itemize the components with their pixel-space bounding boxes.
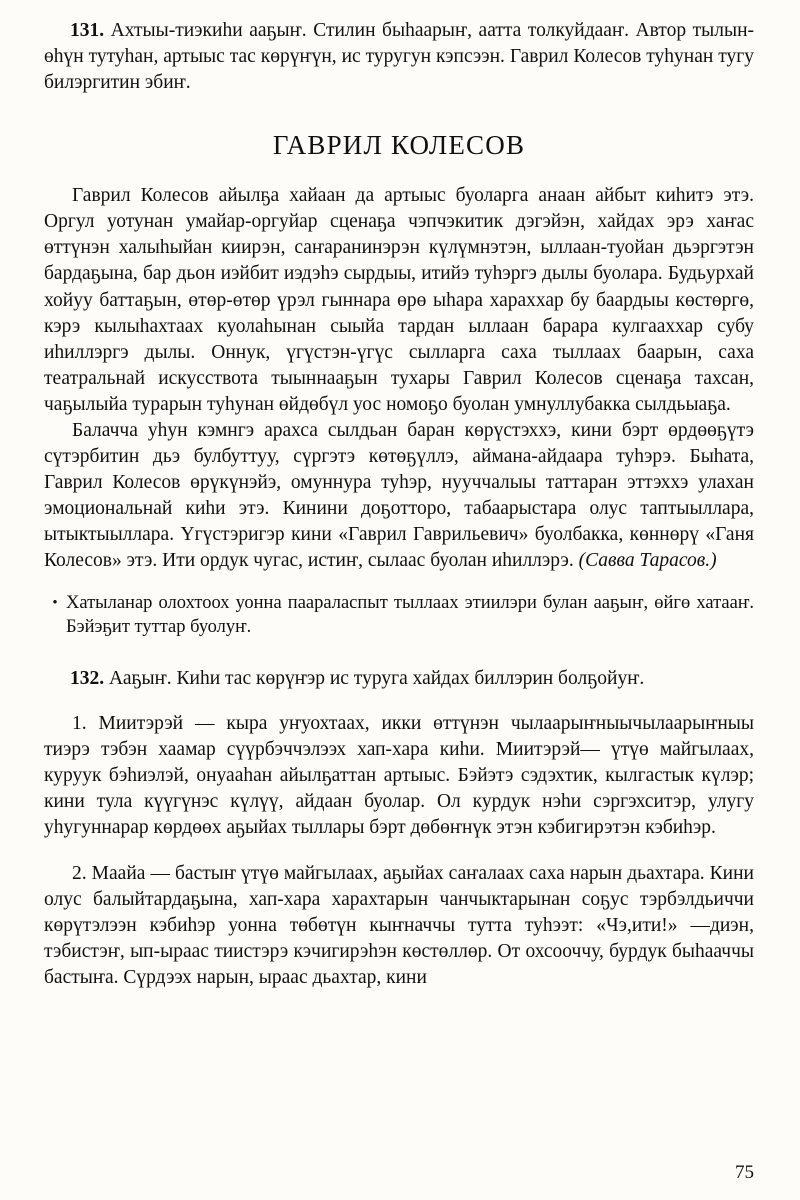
list-item-label: 1.	[72, 713, 87, 735]
list-item-text: Миитэрэй — кыра уҥуохтаах, икки өттүнэн чылаарыҥныычылаарыҥныы тиэрэ тэбэн хаамар сүүрбэччэлээх хап-хара киһи. Миитэрэй— үтүө майгылаах, куруук бэһиэлэй, онуааһан айылҕаттан артыыс. Бэйэтэ сэдэхтик, кылгастык күлэр; кини тула күүгүнэс күлүү, айдаан буолар. Ол курдук нэһи сэргэхситэр, улугу уһугуннарар көрдөөх аҕыйах тыллары бэрт дөбөҥнүк этэн кэбигирэтэн кэбиһэр.	[44, 713, 754, 839]
list-item-text: Маайа — бастыҥ үтүө майгылаах, аҕыйах саҥалаах саха нарын дьахтара. Кини олус балыйтардаҕына, хап-хара харахтарын чанчыктарынан соҕус тэрбэлдьиччи көрүтэлээн кэбиһэр уонна төбөтүн кыҥначчы тутта туһээт: «Чэ,ити!» —диэн, тэбистэҥ, ып-ыраас тиистэрэ кэчигирэһэн көстөллөр. От охсооччу, бурдук быһааччы бастыҥа. Сүрдээх нарын, ыраас дьахтар, кини	[44, 862, 754, 989]
exercise-132-number: 132.	[70, 667, 105, 689]
exercise-131-paragraph	[44, 18, 754, 96]
page-title: ГАВРИЛ КОЛЕСОВ	[272, 130, 526, 161]
paragraph-1: Гаврил Колесов айылҕа хайаан да артыыс буоларга анаан айбыт киһитэ этэ. Оргул уотунан умайар-оргуйар сценаҕа чэпчэкитик дэгэйэн, хайдах эрэ хаҥас өттүнэн халыһыйан киирэн, саҥаранинэрэн күлүмнэтэн, ыллаан-туойан дьэргэтэн бардаҕына, бар дьон иэйбит иэдэһэ сырдыы, итийэ туһэргэ дылы буолара. Будьурхай хойуу баттаҕын, өтөр-өтөр үрэл гыннара өрө ыһара хараххар бу баардыы көстөргө, кэрэ кылыһахтаах куолаһынан сыыйа тардан ыллаан барара кулгааххар субу иһиллэргэ дылы. Оннук, үгүстэн-үгүс сылларга саха тыллаах баарын, саха театральнай искусствота тыыннааҕын тухары Гаврил Колесов сценаҕа тахсан, чаҕылыйа турарын туһунан өйдөбүл уос номоҕо буолан умнуллубакка сылдьыаҕа.	[44, 185, 754, 415]
page-number: 75	[735, 1162, 754, 1183]
list-item	[44, 711, 754, 841]
bullet-note-text: Хатыланар олохтоох уонна паараласпыт тыллаах этиилэри булан ааҕыҥ, өйгө хатааҥ. Бэйэҕит туттар буолуҥ.	[66, 592, 754, 638]
list-item	[44, 861, 754, 991]
bullet-note	[44, 591, 754, 640]
bullet-dot-icon: •	[52, 594, 58, 611]
exercise-131-number: 131.	[70, 20, 105, 41]
paragraph-2-signature: (Савва Тарасов.)	[578, 549, 717, 571]
paragraph-2	[44, 418, 754, 574]
paragraph-2-text: Балачча уһун кэмнгэ арахса сылдьан баран көрүстэххэ, кини бэрт өрдөөҕүтэ сүтэрбитин дьэ булбуттуу, сүргэтэ көтөҕүллэ, аймана-айдаара туһэрэ. Быһата, Гаврил Колесов өрүкүнэйэ, омуннура туһэр, нууччалыы таттаран эттэххэ улахан эмоциональнай киһи этэ. Кинини доҕотторо, табаарыстара олус таптыыллара, ытыктыыллара. Үгүстэригэр кини «Гаврил Гаврильевич» буолбакка, көннөрү «Ганя Колесов» этэ. Ити ордук чугас, истиҥ, сылаас буолан иһиллэрэ.	[44, 419, 754, 571]
exercise-131-text: Ахтыы-тиэкиһи ааҕыҥ. Стилин быһаарыҥ, аатта толкуйдааҥ. Автор тылын-өһүн тутуһан, артыыс тас көрүҥүн, ис туругун кэпсээн. Гаврил Колесов туһунан тугу билэргитин эбиҥ.	[44, 20, 754, 94]
exercise-132-text: Ааҕыҥ. Киһи тас көрүҥэр ис туруга хайдах биллэрин болҕойуҥ.	[104, 667, 645, 689]
list-item-label: 2.	[72, 862, 87, 884]
exercise-132-paragraph	[44, 666, 754, 692]
